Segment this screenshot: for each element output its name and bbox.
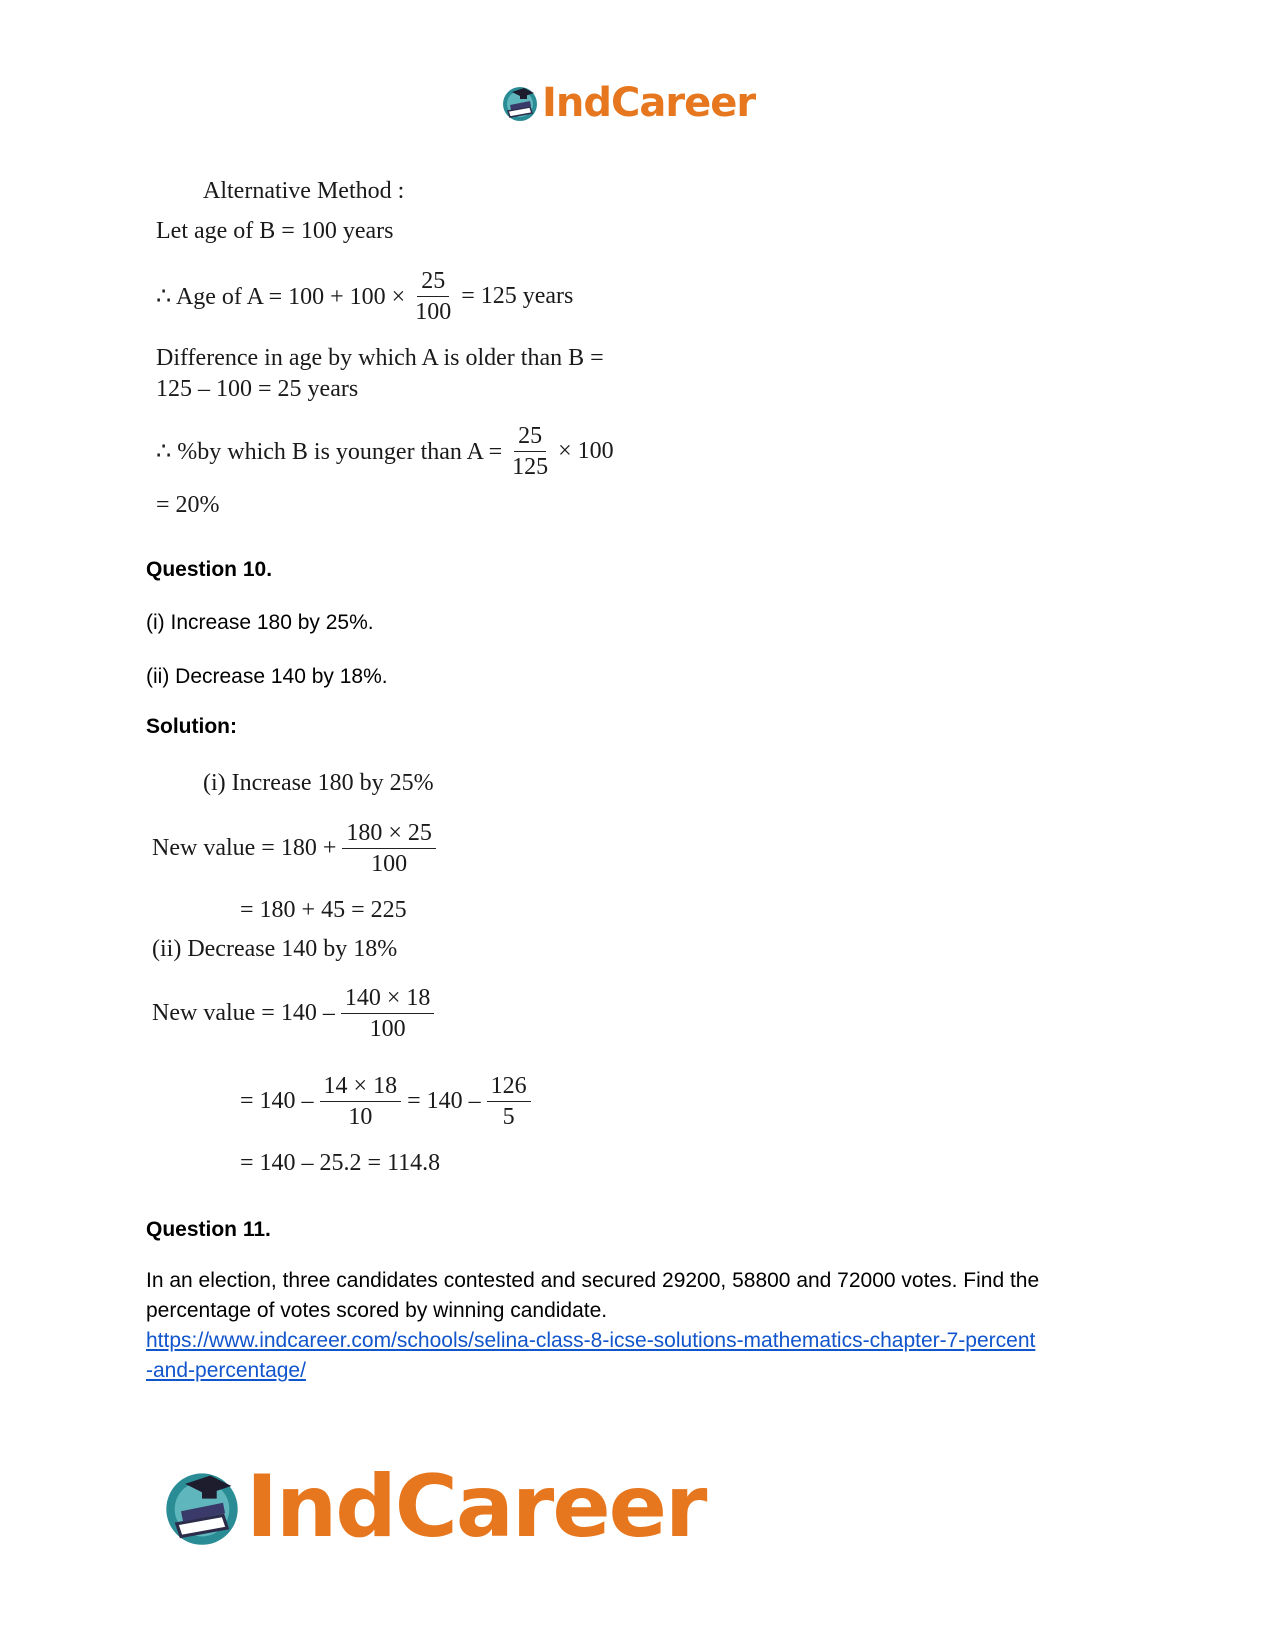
alt-line5-den: 125 [512,454,549,481]
alt-method-line5 [156,423,614,481]
source-link[interactable] [146,1326,1035,1386]
alt-line5-pre: ∴ %by which B is younger than A = [156,439,503,466]
sol10-ii-line2-mid: = 140 – [407,1088,481,1115]
sol10-ii-line2 [240,1073,537,1131]
question-11-text [146,1266,1146,1326]
alt-method-line4: 125 – 100 = 25 years [156,376,359,402]
sol10-ii-line2-pre: = 140 – [240,1088,314,1115]
brand-name-bottom: IndCareer [246,1457,706,1557]
indcareer-logo-top [500,78,755,128]
question-11-text-line2: percentage of votes scored by winning candidate. [146,1299,608,1322]
alt-line2-den: 100 [415,299,452,326]
question-10-part1: (i) Increase 180 by 25%. [146,611,374,634]
alt-method-line3: Difference in age by which A is older than B = [156,345,604,371]
sol10-i-den: 100 [371,851,408,878]
source-link-line2[interactable]: -and-percentage/ [146,1359,306,1382]
sol10-ii-fraction [341,985,435,1043]
alt-method-line1: Let age of B = 100 years [156,218,394,244]
sol10-ii-num3: 126 [487,1073,531,1102]
sol10-i-line1 [152,820,442,878]
graduation-book-icon [500,83,540,123]
alt-line5-fraction [508,423,552,481]
solution-label: Solution: [146,715,237,738]
alt-method-line2 [156,268,573,326]
sol10-i-fraction [342,820,436,878]
sol10-ii-title: (ii) Decrease 140 by 18% [152,936,398,962]
sol10-ii-line3: = 140 – 25.2 = 114.8 [240,1150,441,1176]
sol10-ii-den3: 5 [502,1104,515,1131]
question-10-heading: Question 10. [146,558,273,581]
sol10-i-title: (i) Increase 180 by 25% [203,770,434,796]
sol10-i-line1-pre: New value = 180 + [152,835,337,862]
question-11-text-line1: In an election, three candidates contested and secured 29200, 58800 and 72000 votes. Find the [146,1269,1040,1292]
sol10-ii-line1 [152,985,440,1043]
question-11-heading: Question 11. [146,1218,271,1241]
alt-line5-post: × 100 [558,438,614,465]
question-10-part2: (ii) Decrease 140 by 18%. [146,665,388,688]
alt-line5-num: 25 [514,423,546,452]
sol10-ii-den: 100 [369,1016,406,1043]
sol10-i-num: 180 × 25 [342,820,436,849]
alt-line2-num: 25 [417,268,449,297]
source-link-line1[interactable]: https://www.indcareer.com/schools/selina-class-8-icse-solutions-mathematics-chapter-7-percent [146,1329,1036,1352]
sol10-ii-line1-pre: New value = 140 – [152,1000,335,1027]
sol10-ii-den2: 10 [348,1104,373,1131]
sol10-ii-fraction2 [320,1073,402,1131]
sol10-ii-fraction3 [487,1073,531,1131]
indcareer-logo-bottom [160,1457,706,1557]
sol10-ii-num2: 14 × 18 [320,1073,402,1102]
graduation-book-icon [160,1465,244,1549]
alt-method-title: Alternative Method : [203,178,405,204]
alt-method-line6: = 20% [156,492,220,518]
sol10-i-line2: = 180 + 45 = 225 [240,897,407,923]
alt-line2-fraction [411,268,455,326]
brand-name: IndCareer [542,80,756,126]
alt-line2-pre: ∴ Age of A = 100 + 100 × [156,284,406,311]
sol10-ii-num: 140 × 18 [341,985,435,1014]
alt-line2-post: = 125 years [461,283,574,310]
